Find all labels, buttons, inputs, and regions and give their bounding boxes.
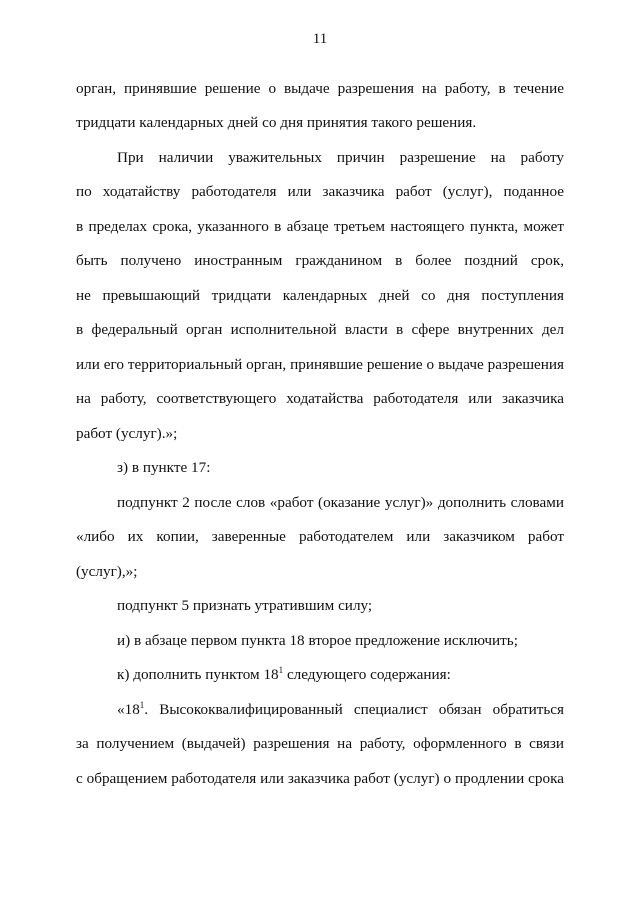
- paragraph-start-line: [117, 700, 564, 720]
- text-fragment: «18: [117, 701, 140, 718]
- text-line: не превышающий тридцати календарных дней со дня поступления: [76, 287, 564, 304]
- superscript: 1: [278, 665, 284, 675]
- list-item-i: и) в абзаце первом пункта 18 второе предложение исключить;: [117, 632, 518, 649]
- text-fragment: следующего содержания:: [286, 666, 451, 683]
- text-line: «либо их копии, заверенные работодателем или заказчиком работ: [76, 528, 564, 545]
- superscript: 1: [139, 700, 145, 710]
- page-number: 11: [312, 31, 328, 47]
- paragraph-line: подпункт 5 признать утратившим силу;: [117, 597, 373, 614]
- text-line: или его территориальный орган, принявшие решение о выдаче разрешения: [76, 356, 564, 373]
- paragraph-start-line: При наличии уважительных причин разрешение на работу: [117, 149, 564, 166]
- text-line: (услуг),»;: [76, 563, 138, 580]
- text-fragment: к) дополнить пунктом 18: [117, 666, 279, 683]
- text-line: в пределах срока, указанного в абзаце третьем настоящего пункта, может: [76, 218, 564, 235]
- text-fragment: . Высококвалифицированный специалист обязан обратиться: [144, 701, 564, 718]
- list-item-k: [117, 665, 564, 685]
- text-line: тридцати календарных дней со дня принятия такого решения.: [76, 114, 477, 131]
- text-line: за получением (выдачей) разрешения на работу, оформленного в связи: [76, 735, 564, 752]
- list-item-z: з) в пункте 17:: [117, 459, 211, 476]
- text-line: в федеральный орган исполнительной власти в сфере внутренних дел: [76, 321, 564, 338]
- text-line: быть получено иностранным гражданином в более поздний срок,: [76, 252, 564, 269]
- text-line: работ (услуг).»;: [76, 425, 178, 442]
- text-line: по ходатайству работодателя или заказчика работ (услуг), поданное: [76, 183, 564, 200]
- text-line: на работу, соответствующего ходатайства работодателя или заказчика: [76, 390, 564, 407]
- text-line: с обращением работодателя или заказчика работ (услуг) о продлении срока: [76, 770, 564, 787]
- paragraph-start-line: подпункт 2 после слов «работ (оказание услуг)» дополнить словами: [117, 494, 564, 511]
- text-line: орган, принявшие решение о выдаче разрешения на работу, в течение: [76, 80, 564, 97]
